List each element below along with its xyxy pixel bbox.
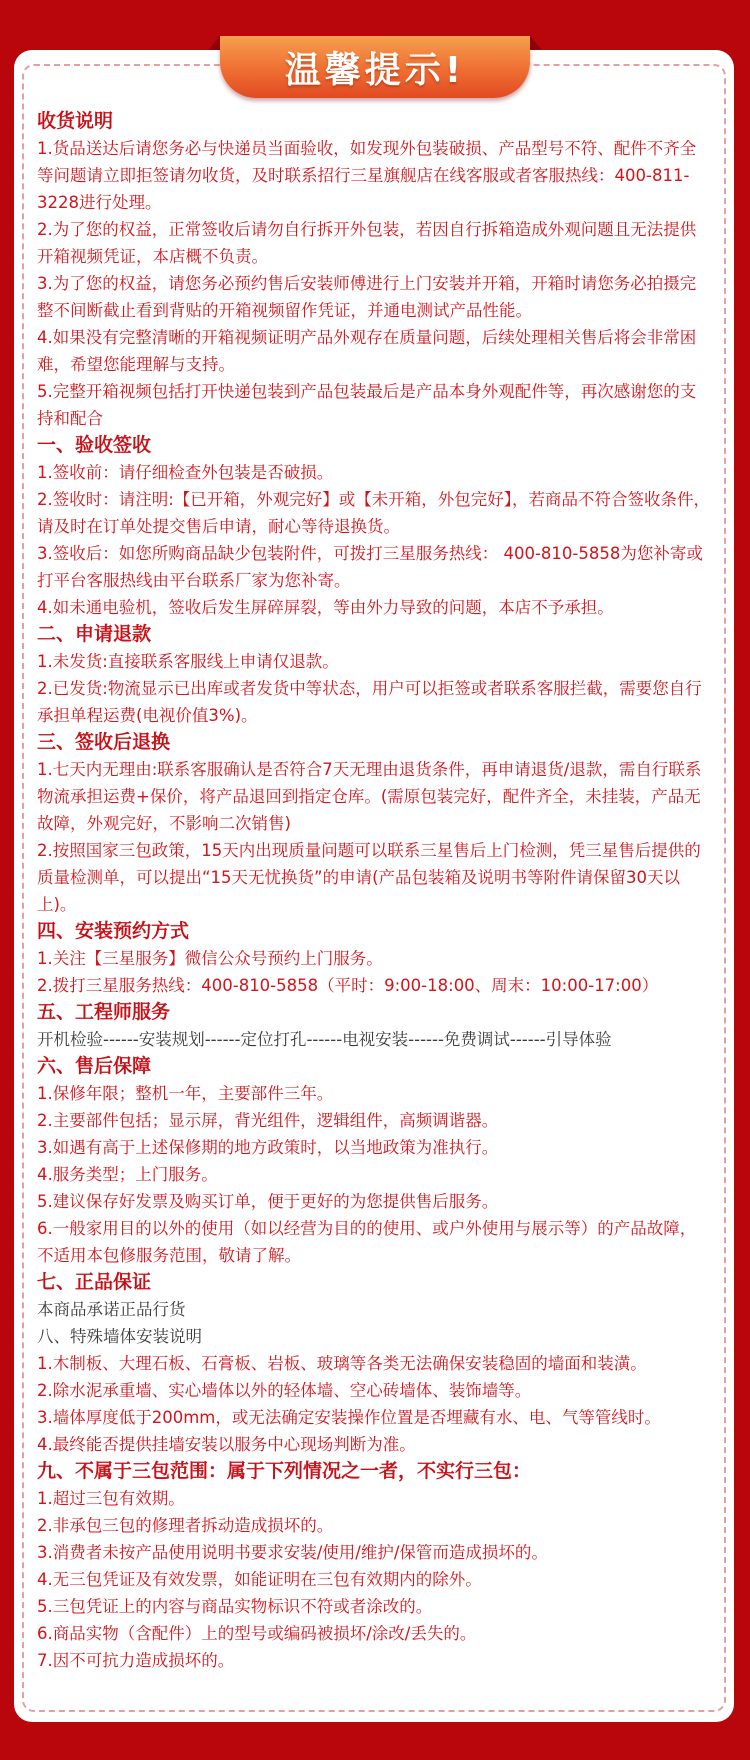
notice-item: 2.为了您的权益，正常签收后请勿自行拆开外包装，若因自行拆箱造成外观问题且无法提供开箱视频凭证，本店概不负责。 [37,220,697,266]
title-banner [220,36,530,102]
banner-fold-right [530,36,542,50]
notice-item: 5.三包凭证上的内容与商品实物标识不符或者涂改的。 [37,1597,433,1616]
notice-item: 4.无三包凭证及有效发票，如能证明在三包有效期内的除外。 [37,1570,482,1589]
notice-item: 5.完整开箱视频包括打开快递包装到产品包装最后是产品本身外观配件等，再次感谢您的支持和配合 [37,382,697,428]
notice-item: 3.墙体厚度低于200mm，或无法确定安装操作位置是否埋藏有水、电、气等管线时。 [37,1408,661,1427]
notice-item: 3.为了您的权益，请您务必预约售后安装师傅进行上门安装并开箱，开箱时请您务必拍摄完整不间断截止看到背贴的开箱视频留作凭证，并通电测试产品性能。 [37,274,697,320]
plain-line: 开机检验------安装规划------定位打孔------电视安装------免费调试------引导体验 [37,1030,612,1049]
notice-item: 2.除水泥承重墙、实心墙体以外的轻体墙、空心砖墙体、装饰墙等。 [37,1381,532,1400]
notice-item: 3.如遇有高于上述保修期的地方政策时，以当地政策为准执行。 [37,1138,499,1157]
plain-line: 本商品承诺正品行货 [37,1300,186,1319]
notice-item: 2.非承包三包的修理者拆动造成损坏的。 [37,1516,334,1535]
notice-item: 1.超过三包有效期。 [37,1489,185,1508]
notice-item: 1.保修年限；整机一年，主要部件三年。 [37,1084,334,1103]
plain-line: 八、特殊墙体安装说明 [37,1327,202,1346]
notice-item: 2.按照国家三包政策，15天内出现质量问题可以联系三星售后上门检测，凭三星售后提供的质量检测单，可以提出“15天无忧换货”的申请(产品包装箱及说明书等附件请保留30天以上)。 [37,841,701,914]
banner-ribbon [220,36,530,98]
section-heading: 六、售后保障 [37,1055,152,1077]
notice-item: 1.货品送达后请您务必与快递员当面验收，如发现外包装破损、产品型号不符、配件不齐全等问题请立即拒签请勿收货，及时联系招行三星旗舰店在线客服或者客服热线：400-811-3228进行处理。 [37,139,697,212]
section-heading: 二、申请退款 [37,623,152,645]
section-heading: 四、安装预约方式 [37,920,190,942]
notice-item: 6.商品实物（含配件）上的型号或编码被损坏/涂改/丢失的。 [37,1624,477,1643]
section-heading: 七、正品保证 [37,1271,152,1293]
section-heading: 九、不属于三包范围：属于下列情况之一者，不实行三包： [37,1460,532,1482]
section-heading: 三、签收后退换 [37,731,171,753]
notice-item: 2.已发货:物流显示已出库或者发货中等状态，用户可以拒签或者联系客服拦截，需要您自行承担单程运费(电视价值3%)。 [37,679,702,725]
notice-item: 7.因不可抗力造成损坏的。 [37,1651,235,1670]
notice-item: 1.木制板、大理石板、石膏板、岩板、玻璃等各类无法确保安装稳固的墙面和装潢。 [37,1354,647,1373]
notice-item: 2.签收时：请注明:【已开箱，外观完好】或【未开箱，外包完好】，若商品不符合签收条件，请及时在订单处提交售后申请，耐心等待退换货。 [37,490,711,536]
section-heading: 五、工程师服务 [37,1001,171,1023]
notice-item: 4.如果没有完整清晰的开箱视频证明产品外观存在质量问题，后续处理相关售后将会非常困难，希望您能理解与支持。 [37,328,697,374]
notice-item: 6.一般家用目的以外的使用（如以经营为目的的使用、或户外使用与展示等）的产品故障，不适用本包修服务范围，敬请了解。 [37,1219,697,1265]
section-heading: 一、验收签收 [37,434,152,456]
banner-title: 温馨提示! [284,49,466,91]
notice-item: 2.主要部件包括；显示屏，背光组件，逻辑组件，高频调谐器。 [37,1111,499,1130]
notice-item: 4.如未通电验机，签收后发生屏碎屏裂，等由外力导致的问题，本店不予承担。 [37,598,614,617]
notice-item: 1.七天内无理由:联系客服确认是否符合7天无理由退货条件，再申请退货/退款，需自行联系物流承担运费+保价，将产品退回到指定仓库。(需原包装完好，配件齐全，未挂装，产品无故障，外观完好，不影响二次销售) [37,760,702,833]
notice-item: 5.建议保存好发票及购买订单，便于更好的为您提供售后服务。 [37,1192,499,1211]
section-heading: 收货说明 [37,110,114,132]
notice-item: 1.签收前：请仔细检查外包装是否破损。 [37,463,334,482]
notice-content [37,108,711,1674]
notice-item: 2.拨打三星服务热线：400-810-5858（平时：9:00-18:00、周末：10:00-17:00） [37,976,659,995]
notice-item: 1.关注【三星服务】微信公众号预约上门服务。 [37,949,383,968]
notice-item: 4.最终能否提供挂墙安装以服务中心现场判断为准。 [37,1435,416,1454]
notice-item: 1.未发货:直接联系客服线上申请仅退款。 [37,652,339,671]
notice-item: 3.签收后：如您所购商品缺少包装附件，可拨打三星服务热线： 400-810-5858为您补寄或打平台客服热线由平台联系厂家为您补寄。 [37,544,703,590]
banner-fold-left [208,36,220,50]
notice-item: 3.消费者未按产品使用说明书要求安装/使用/维护/保管而造成损坏的。 [37,1543,548,1562]
notice-item: 4.服务类型；上门服务。 [37,1165,218,1184]
